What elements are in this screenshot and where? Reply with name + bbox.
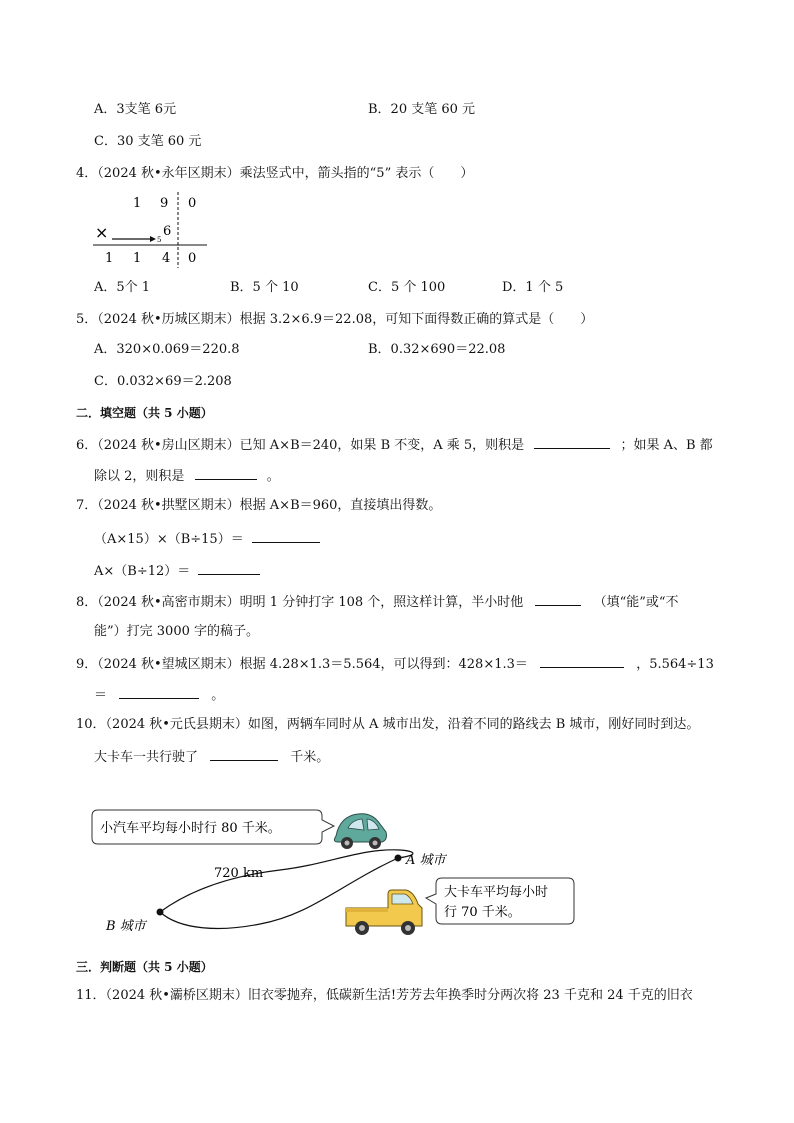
q6-line1-end: ；如果 A、B 都 (620, 438, 713, 453)
q9-answer-blank-2[interactable] (119, 686, 199, 699)
q3-option-a: A．3支笔 6元 (94, 102, 177, 117)
route-figure (90, 800, 610, 950)
car-icon (334, 814, 386, 849)
q7-expr2 (94, 562, 260, 580)
q5-option-a: A．320×0.069＝220.8 (94, 342, 240, 357)
q10-line2-text: 大卡车一共行驶了 (94, 750, 199, 765)
truck-bubble-text-1: 大卡车平均每小时 (444, 885, 549, 900)
q10-answer-blank[interactable] (210, 748, 278, 761)
q9-line2-end: 。 (211, 688, 225, 703)
q9-line1-end: ，5.564÷13 (636, 657, 714, 672)
arrow-head (150, 236, 156, 242)
q7-stem: 7．（2024 秋•拱墅区期末）根据 A×B＝960，直接填出得数。 (76, 498, 442, 513)
row1-digit-1: 1 (133, 196, 142, 211)
q4-option-a: A．5个 1 (94, 280, 151, 295)
route-figure-svg (90, 800, 610, 950)
multiplication-vertical (90, 190, 210, 270)
row1-digit-9: 9 (160, 196, 169, 211)
truck-icon (346, 890, 422, 935)
q8-line1-end: （填“能”或“不 (593, 595, 679, 610)
q5-option-b: B．0.32×690＝22.08 (368, 342, 506, 357)
q4-option-d: D．1 个 5 (502, 280, 564, 295)
q4-stem: 4．（2024 秋•永年区期末）乘法竖式中，箭头指的“5” 表示（ ） (76, 166, 474, 181)
q8-line1-text: 8．（2024 秋•高密市期末）明明 1 分钟打字 108 个，照这样计算，半小时他 (76, 595, 524, 610)
q7-answer-blank-1[interactable] (252, 530, 320, 543)
row2-digit-6: 6 (163, 224, 172, 239)
result-digit-1a: 1 (105, 251, 114, 266)
distance-label: 720 km (214, 866, 264, 881)
q9-line1-text: 9．（2024 秋•望城区期末）根据 4.28×1.3＝5.564，可以得到：428×1.3＝ (76, 657, 528, 672)
q4-option-b: B．5 个 10 (230, 280, 299, 295)
q6-line2-text: 除以 2，则积是 (94, 469, 185, 484)
q6-answer-blank-2[interactable] (195, 467, 257, 480)
section-title-judgement: 三．判断题（共 5 小题） (76, 960, 213, 974)
row1-digit-0: 0 (188, 196, 197, 211)
q6-line2-end: 。 (266, 469, 280, 484)
result-digit-1b: 1 (133, 251, 142, 266)
city-b-label: B 城市 (106, 919, 146, 934)
q10-line1: 10．（2024 秋•元氏县期末）如图，两辆车同时从 A 城市出发，沿着不同的路线去 B 城市，刚好同时到达。 (76, 717, 700, 732)
arrow-label: 5 (157, 236, 162, 244)
q6-line2 (94, 467, 280, 485)
upper-route (160, 850, 413, 912)
q8-answer-blank[interactable] (535, 593, 581, 606)
q6-line1-text: 6．（2024 秋•房山区期末）已知 A×B＝240，如果 B 不变，A 乘 5，则积是 (76, 438, 525, 453)
truck-bubble-text-2: 行 70 千米。 (444, 905, 521, 920)
city-a-label: A 城市 (406, 853, 446, 868)
city-a-dot (395, 855, 402, 862)
q7-answer-blank-2[interactable] (198, 562, 260, 575)
q3-option-b: B．20 支笔 60 元 (368, 102, 476, 117)
section-title-fill-in: 二．填空题（共 5 小题） (76, 406, 213, 420)
q3-option-c: C．30 支笔 60 元 (94, 134, 202, 149)
city-b-dot (157, 909, 164, 916)
q10-line2 (94, 748, 329, 766)
q8-line2: 能”）打完 3000 字的稿子。 (94, 624, 259, 639)
q10-line2-end: 千米。 (290, 750, 330, 765)
q11-line1: 11．（2024 秋•灞桥区期末）旧衣零抛弃，低碳新生活!芳芳去年换季时分两次将 23 千克和 24 千克的旧衣 (76, 988, 693, 1003)
q4-option-c: C．5 个 100 (368, 280, 446, 295)
result-digit-4: 4 (162, 251, 171, 266)
q8-line1 (76, 593, 679, 611)
times-sign: × (95, 223, 109, 242)
q6-line1 (76, 436, 713, 454)
result-digit-0: 0 (188, 251, 197, 266)
vertical-form-svg (90, 190, 210, 270)
q9-line2-start: ＝ (94, 688, 108, 703)
car-bubble-text: 小汽车平均每小时行 80 千米。 (100, 821, 281, 836)
q5-stem: 5．（2024 秋•历城区期末）根据 3.2×6.9＝22.08，可知下面得数正确的算式是（ ） (76, 312, 594, 327)
q9-answer-blank-1[interactable] (540, 655, 624, 668)
q7-expr1-text: （A×15）×（B÷15）＝ (94, 532, 244, 547)
q9-line2 (94, 686, 224, 704)
q7-expr2-text: A×（B÷12）＝ (94, 564, 191, 579)
q6-answer-blank-1[interactable] (534, 436, 610, 449)
q7-expr1 (94, 530, 320, 548)
q5-option-c: C．0.032×69＝2.208 (94, 374, 232, 389)
q9-line1 (76, 655, 714, 673)
